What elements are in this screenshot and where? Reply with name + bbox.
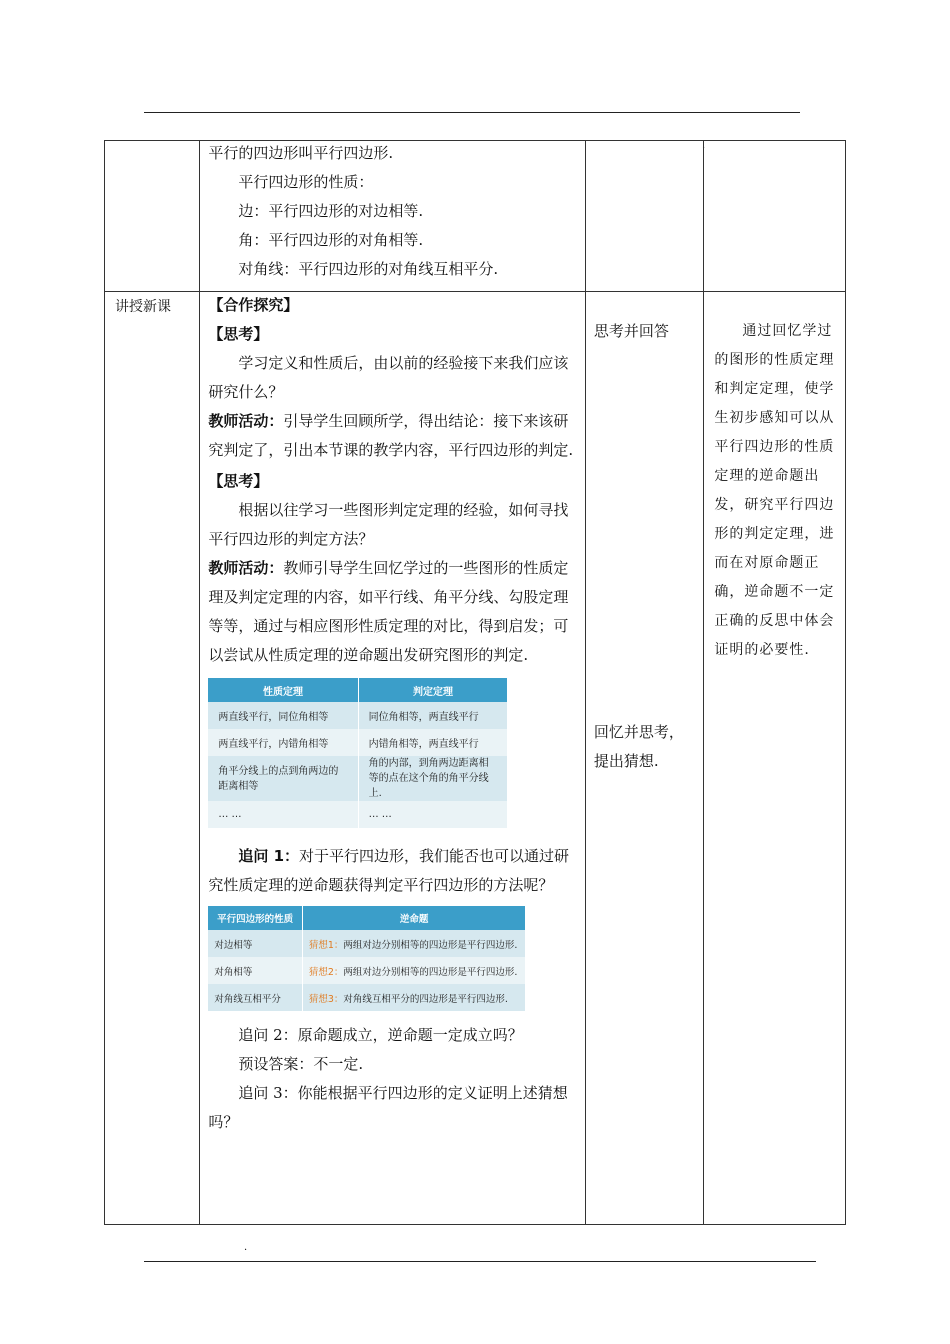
column-header: 判定定理: [358, 678, 508, 702]
follow-up-3: 追问 3：你能根据平行四边形的定义证明上述猜想吗？: [208, 1084, 568, 1131]
think-text-2: 根据以往学习一些图形判定定理的经验，如何寻找平行四边形的判定方法？: [208, 501, 569, 548]
column-header: 平行四边形的性质: [208, 906, 302, 930]
header-mark: ·: [702, 143, 706, 154]
column-header: 性质定理: [208, 678, 358, 702]
guess-tag: 猜想2：: [308, 966, 344, 978]
table-row: [208, 756, 508, 801]
table-cell: 两直线平行，内错角相等: [208, 729, 358, 756]
table-row: [208, 702, 508, 729]
teacher-text: 教师引导学生回忆学过的一些图形的性质定理及判定定理的内容，如平行线、角平分线、勾股定理等等，通过与相应图形性质定理的对比，得到启发；可以尝试从性质定理的逆命题出发研究图形的判定.: [208, 559, 569, 664]
property-diagonals: 对角线：平行四边形的对角线互相平分.: [238, 260, 499, 278]
table-row: [105, 141, 846, 292]
footer-rule: [144, 1261, 816, 1262]
teacher-text: 引导学生回顾所学，得出结论：接下来该研究判定了，引出本节课的教学内容，平行四边形的判定.: [208, 412, 574, 459]
follow-up-label: 追问 1：: [238, 847, 300, 865]
table-cell: 两直线平行，同位角相等: [208, 702, 358, 729]
guess-tag: 猜想1：: [308, 939, 344, 951]
table-cell: [302, 984, 526, 1011]
guess-text: 两组对边分别相等的四边形是平行四边形.: [343, 966, 518, 978]
table-cell: 内错角相等，两直线平行: [358, 729, 508, 756]
stage-cell-empty: [105, 141, 200, 292]
follow-up-1: [200, 842, 585, 900]
design-cell-empty: [704, 141, 846, 292]
table-row: [208, 801, 508, 828]
header-rule: [144, 112, 800, 113]
table-cell: 对角线互相平分: [208, 984, 302, 1011]
property-angles: 角：平行四边形的对角相等.: [238, 231, 424, 249]
table-row: [208, 930, 526, 957]
content-cell: [200, 141, 586, 292]
converse-table: [208, 906, 526, 1011]
teacher-activity-1: [200, 407, 585, 465]
table-cell: 角的内部，到角两边距离相等的点在这个角的角平分线上.: [358, 756, 508, 801]
student-cell: [585, 292, 703, 1225]
table-header-row: [208, 678, 508, 702]
student-activity-2: 回忆并思考，提出猜想.: [593, 723, 684, 770]
guess-text: 对角线互相平分的四边形是平行四边形.: [343, 993, 508, 1005]
footer-mark: ·: [244, 1245, 248, 1256]
think-text-1: 学习定义和性质后，由以前的经验接下来我们应该研究什么？: [208, 354, 569, 401]
table-row: [208, 729, 508, 756]
table-cell: [302, 930, 526, 957]
teacher-label: 教师活动：: [208, 559, 284, 577]
guess-text: 两组对边分别相等的四边形是平行四边形.: [343, 939, 518, 951]
property-sides: 边：平行四边形的对边相等.: [238, 202, 424, 220]
table-cell: 同位角相等，两直线平行: [358, 702, 508, 729]
design-intent: 通过回忆学过的图形的性质定理和判定定理，使学生初步感知可以从平行四边形的性质定理的逆命题出发，研究平行四边形的判定定理，进而在对原命题正确，逆命题不一定正确的反思中体会证明的必要性.: [714, 323, 835, 658]
design-cell: [704, 292, 846, 1225]
definition-line: 平行的四边形叫平行四边形.: [208, 144, 394, 162]
stage-label: 讲授新课: [115, 299, 171, 315]
property-heading: 平行四边形的性质：: [238, 173, 374, 191]
think-heading-1: 【思考】: [208, 325, 269, 343]
table-row: [105, 292, 846, 1225]
table-row: [208, 957, 526, 984]
follow-up-text: 对于平行四边形，我们能否也可以通过研究性质定理的逆命题获得判定平行四边形的方法呢？: [208, 847, 570, 894]
content-cell: [200, 292, 586, 1225]
preset-answer: 预设答案：不一定.: [238, 1055, 364, 1073]
table-cell: … …: [358, 801, 508, 828]
table-cell: 对角相等: [208, 957, 302, 984]
coop-heading: 【合作探究】: [208, 296, 299, 314]
guess-tag: 猜想3：: [308, 993, 344, 1005]
column-header: 逆命题: [302, 906, 526, 930]
teacher-activity-2: [200, 554, 585, 670]
student-cell-empty: [585, 141, 706, 292]
table-cell: … …: [208, 801, 358, 828]
lesson-table: [104, 140, 846, 1225]
student-activity-1: 思考并回答: [593, 322, 669, 340]
table-cell: 角平分线上的点到角两边的距离相等: [208, 756, 358, 801]
stage-cell: [105, 292, 200, 1225]
table-cell: 对边相等: [208, 930, 302, 957]
table-cell: [302, 957, 526, 984]
think-heading-2: 【思考】: [208, 472, 269, 490]
theorem-table: [208, 678, 508, 828]
table-header-row: [208, 906, 526, 930]
table-row: [208, 984, 526, 1011]
follow-up-2: 追问 2：原命题成立，逆命题一定成立吗？: [238, 1026, 523, 1044]
teacher-label: 教师活动：: [208, 412, 284, 430]
